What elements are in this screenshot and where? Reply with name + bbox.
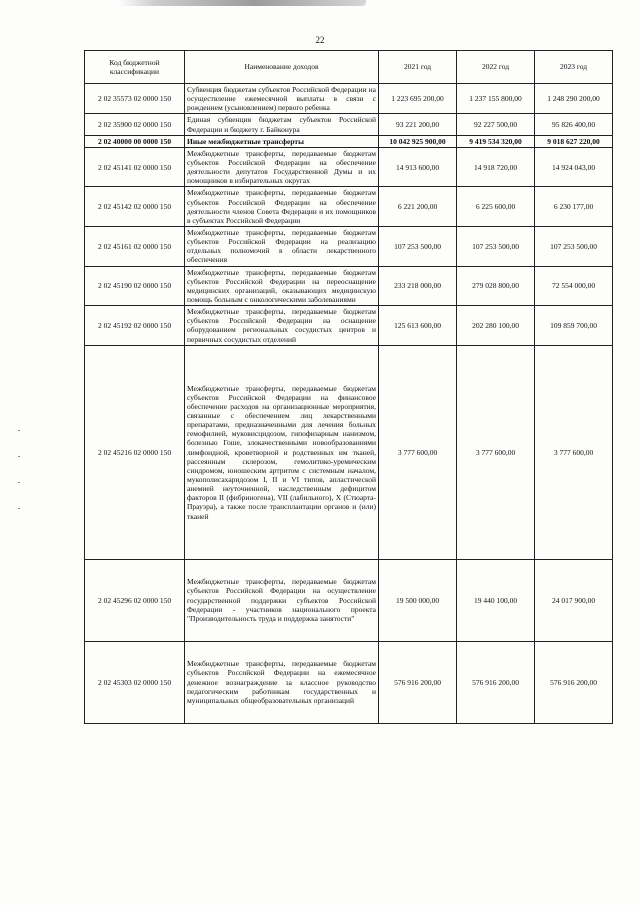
cell-code: 2 02 35573 02 0000 150 (85, 84, 185, 114)
cell-name: Межбюджетные трансферты, передаваемые бюджетам субъектов Российской Федерации на переоснащение медицинских организаций, оказывающих медицинскую помощь больным с онкологическими заболеваниями (185, 266, 379, 306)
cell-name: Межбюджетные трансферты, передаваемые бюджетам субъектов Российской Федерации на обеспечение деятельности депутатов Государственной Думы и их помощников в избирательных округах (185, 147, 379, 187)
cell-name: Межбюджетные трансферты, передаваемые бюджетам субъектов Российской Федерации на финансовое обеспечение расходов на организационные мероприятия, связанные с обеспечением лиц лекарственными препаратами, предназначенными для лечения больных гемофилией, муковисцидозом, гипофизарным нанизмом, болезнью Гоше, злокачественными новообразованиями лимфоидной, кроветворной и родственных им тканей, рассеянным склерозом, гемолитико-уремическим синдромом, юношеским артритом с системным началом, мукополисахаридозом I, II и VI типов, апластической анемией неуточненной, наследственным дефицитом факторов II (фибриногена), VII (лабильного), X (Стюарта-Прауэра), а также после трансплантации органов и (или) тканей (185, 345, 379, 559)
table-row (85, 187, 613, 227)
cell-2022: 92 227 500,00 (457, 114, 535, 135)
cell-2023: 6 230 177,00 (535, 187, 613, 227)
cell-code: 2 02 45142 02 0000 150 (85, 187, 185, 227)
page-number: 22 (315, 35, 325, 45)
cell-2022: 19 440 100,00 (457, 559, 535, 641)
cell-2022: 14 918 720,00 (457, 147, 535, 187)
cell-code: 2 02 35900 02 0000 150 (85, 114, 185, 135)
cell-name: Межбюджетные трансферты, передаваемые бюджетам субъектов Российской Федерации на реализацию отдельных полномочий в области лекарственного обеспечения (185, 226, 379, 266)
table-header-row (85, 51, 613, 84)
cell-2023: 576 916 200,00 (535, 641, 613, 723)
cell-code: 2 02 45161 02 0000 150 (85, 226, 185, 266)
table-row-total (85, 135, 613, 147)
cell-2023: 9 018 627 220,00 (535, 135, 613, 147)
cell-name: Субвенция бюджетам субъектов Российской Федерации на осуществление ежемесячной выплаты в связи с рождением (усыновлением) первого ребенка (185, 84, 379, 114)
cell-code: 2 02 45216 02 0000 150 (85, 345, 185, 559)
cell-code: 2 02 45296 02 0000 150 (85, 559, 185, 641)
cell-2021: 93 221 200,00 (379, 114, 457, 135)
cell-2022: 576 916 200,00 (457, 641, 535, 723)
cell-2021: 125 613 600,00 (379, 306, 457, 346)
table-row (85, 114, 613, 135)
cell-2022: 1 237 155 800,00 (457, 84, 535, 114)
cell-2022: 202 280 100,00 (457, 306, 535, 346)
column-header-2022: 2022 год (457, 51, 535, 84)
cell-name: Иные межбюджетные трансферты (185, 135, 379, 147)
cell-2023: 24 017 900,00 (535, 559, 613, 641)
cell-2023: 95 826 400,00 (535, 114, 613, 135)
cell-2021: 6 221 200,00 (379, 187, 457, 227)
cell-2023: 72 554 000,00 (535, 266, 613, 306)
column-header-2021: 2021 год (379, 51, 457, 84)
column-header-2023: 2023 год (535, 51, 613, 84)
table-row (85, 559, 613, 641)
table-row (85, 641, 613, 723)
table-row (85, 345, 613, 559)
cell-2022: 107 253 500,00 (457, 226, 535, 266)
table-row (85, 84, 613, 114)
cell-2023: 14 924 043,00 (535, 147, 613, 187)
cell-2022: 279 028 800,00 (457, 266, 535, 306)
cell-2023: 3 777 600,00 (535, 345, 613, 559)
cell-2021: 576 916 200,00 (379, 641, 457, 723)
cell-2021: 19 500 000,00 (379, 559, 457, 641)
cell-2023: 1 248 290 200,00 (535, 84, 613, 114)
cell-2021: 233 218 000,00 (379, 266, 457, 306)
cell-code: 2 02 45141 02 0000 150 (85, 147, 185, 187)
cell-2021: 1 223 695 200,00 (379, 84, 457, 114)
revenue-table (84, 50, 613, 724)
column-header-name: Наименование доходов (185, 51, 379, 84)
cell-2022: 6 225 600,00 (457, 187, 535, 227)
cell-2023: 107 253 500,00 (535, 226, 613, 266)
column-header-code: Код бюджетной классификации (85, 51, 185, 84)
table-row (85, 306, 613, 346)
table-row (85, 266, 613, 306)
cell-name: Межбюджетные трансферты, передаваемые бюджетам субъектов Российской Федерации на ежемесячное денежное вознаграждение за классное руководство педагогическим работникам государственных и муниципальных общеобразовательных организаций (185, 641, 379, 723)
cell-2021: 14 913 600,00 (379, 147, 457, 187)
cell-2021: 107 253 500,00 (379, 226, 457, 266)
cell-2021: 10 042 925 900,00 (379, 135, 457, 147)
table-row (85, 226, 613, 266)
cell-name: Межбюджетные трансферты, передаваемые бюджетам субъектов Российской Федерации на обеспечение деятельности членов Совета Федерации и их помощников в субъектах Российской Федерации (185, 187, 379, 227)
cell-name: Межбюджетные трансферты, передаваемые бюджетам субъектов Российской Федерации на оснащение оборудованием региональных сосудистых центров и первичных сосудистых отделений (185, 306, 379, 346)
cell-code: 2 02 45192 02 0000 150 (85, 306, 185, 346)
margin-marks (18, 430, 20, 510)
table-body (85, 84, 613, 724)
cell-2022: 3 777 600,00 (457, 345, 535, 559)
cell-2021: 3 777 600,00 (379, 345, 457, 559)
cell-2023: 109 859 700,00 (535, 306, 613, 346)
cell-name: Единая субвенция бюджетам субъектов Российской Федерации и бюджету г. Байконура (185, 114, 379, 135)
cell-2022: 9 419 534 320,00 (457, 135, 535, 147)
cell-name: Межбюджетные трансферты, передаваемые бюджетам субъектов Российской Федерации на осуществление государственной поддержки субъектов Российской Федерации - участников национального проекта "Производительность труда и поддержка занятости" (185, 559, 379, 641)
cell-code: 2 02 40000 00 0000 150 (85, 135, 185, 147)
scan-artifact (118, 0, 366, 6)
table-row (85, 147, 613, 187)
cell-code: 2 02 45190 02 0000 150 (85, 266, 185, 306)
cell-code: 2 02 45303 02 0000 150 (85, 641, 185, 723)
